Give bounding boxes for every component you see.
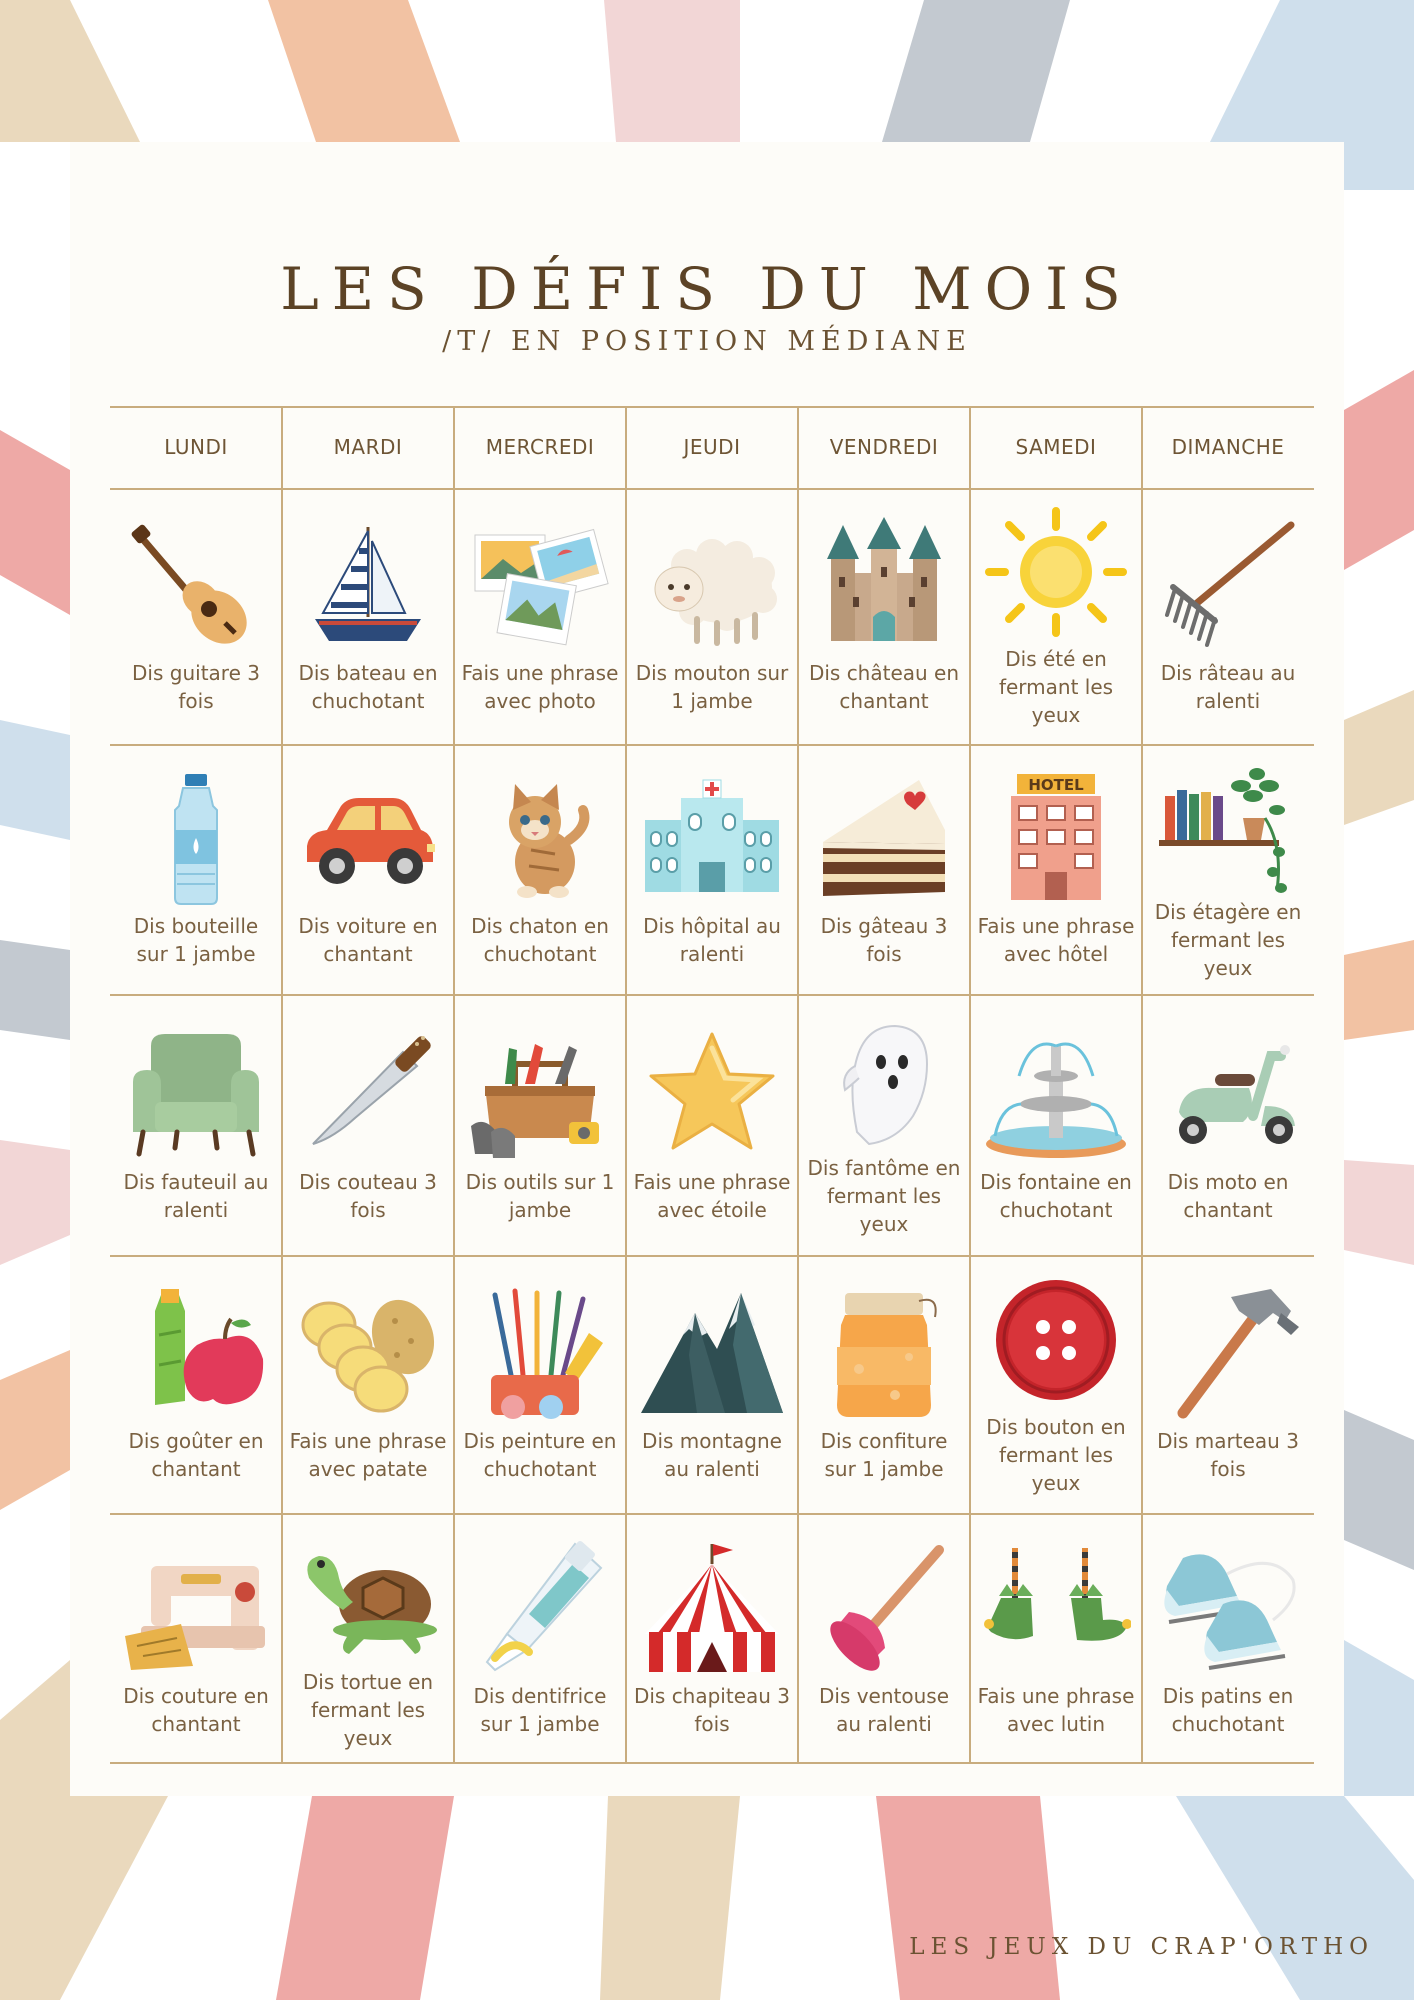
challenge-text: Fais une phrase avec hôtel — [977, 914, 1135, 966]
challenge-text: Dis fauteuil au ralenti — [123, 1169, 269, 1222]
day-header-samedi: SAMEDI — [1015, 435, 1097, 459]
challenge-text: Fais une phrase avec lutin — [977, 1683, 1135, 1736]
challenge-text: Dis bouteille sur 1 jambe — [133, 914, 259, 966]
challenge-cell — [454, 1257, 626, 1511]
sewing-machine-icon — [121, 1540, 271, 1678]
challenge-text: Dis couteau 3 fois — [299, 1169, 437, 1222]
challenge-text: Fais une phrase avec étoile — [633, 1169, 791, 1222]
challenge-cell — [454, 1515, 626, 1762]
challenge-cell — [1142, 996, 1314, 1253]
page-title: LES DÉFIS DU MOIS — [280, 255, 1134, 323]
challenge-text: Dis montagne au ralenti — [642, 1429, 782, 1481]
challenge-text: Dis couture en chantant — [123, 1683, 269, 1736]
challenge-text: Dis guitare 3 fois — [132, 661, 260, 713]
challenge-cell — [282, 1257, 454, 1511]
challenge-cell — [970, 1515, 1142, 1762]
photos-icon — [465, 517, 615, 655]
kitten-icon — [465, 770, 615, 908]
challenge-text: Dis hôpital au ralenti — [643, 914, 781, 966]
challenge-cell — [798, 1515, 970, 1762]
challenge-text: Dis bateau en chuchotant — [298, 661, 438, 713]
jam-jar-icon — [809, 1285, 959, 1423]
challenge-text: Dis voiture en chantant — [298, 914, 438, 966]
knife-icon — [293, 1026, 443, 1164]
turtle-icon — [293, 1526, 443, 1664]
challenge-cell — [626, 746, 798, 992]
challenge-text: Dis peinture en chuchotant — [463, 1429, 617, 1481]
hammer-icon — [1153, 1285, 1303, 1423]
hotel-sign-text: HOTEL — [1028, 776, 1084, 794]
challenge-cell — [110, 1257, 282, 1511]
rake-icon — [1153, 517, 1303, 655]
challenge-text: Dis gâteau 3 fois — [820, 914, 948, 966]
castle-icon — [809, 517, 959, 655]
challenge-text: Dis ventouse au ralenti — [818, 1683, 950, 1736]
toolbox-icon — [465, 1026, 615, 1164]
day-header-mercredi: MERCREDI — [485, 435, 595, 459]
mountain-icon — [637, 1285, 787, 1423]
challenge-cell — [110, 1515, 282, 1762]
challenge-cell — [798, 490, 970, 742]
bookshelf-icon — [1153, 756, 1303, 894]
challenge-text: Dis outils sur 1 jambe — [465, 1169, 615, 1222]
challenge-cell — [282, 996, 454, 1253]
challenge-cell — [282, 746, 454, 992]
challenge-cell — [626, 1515, 798, 1762]
circus-tent-icon — [637, 1540, 787, 1678]
challenge-text: Dis marteau 3 fois — [1157, 1429, 1299, 1481]
challenge-cell — [1142, 490, 1314, 742]
day-header-dimanche: DIMANCHE — [1171, 435, 1285, 459]
elf-boots-icon — [981, 1540, 1131, 1678]
challenge-text: Dis étagère en fermant les yeux — [1154, 900, 1302, 980]
challenge-text: Dis fontaine en chuchotant — [980, 1169, 1132, 1222]
challenge-cell — [282, 490, 454, 742]
button-icon — [981, 1271, 1131, 1409]
challenge-cell — [282, 1515, 454, 1762]
challenge-cell — [970, 746, 1142, 992]
fountain-icon — [981, 1026, 1131, 1164]
day-header-vendredi: VENDREDI — [829, 435, 939, 459]
paintbrushes-icon — [465, 1285, 615, 1423]
car-icon — [293, 770, 443, 908]
sheep-icon — [637, 517, 787, 655]
water-bottle-icon — [121, 770, 271, 908]
challenge-cell — [110, 996, 282, 1253]
potato-icon — [293, 1285, 443, 1423]
scooter-icon — [1153, 1026, 1303, 1164]
challenge-cell — [1142, 746, 1314, 992]
snack-icon — [121, 1285, 271, 1423]
challenge-cell — [798, 1257, 970, 1511]
challenge-cell — [454, 746, 626, 992]
challenge-cell — [798, 746, 970, 992]
challenge-text: Dis râteau au ralenti — [1160, 661, 1296, 713]
challenge-cell — [970, 490, 1142, 742]
challenge-cell — [626, 1257, 798, 1511]
star-icon — [637, 1026, 787, 1164]
challenge-cell — [970, 996, 1142, 1253]
challenge-text: Dis moto en chantant — [1167, 1169, 1289, 1222]
day-header-lundi: LUNDI — [164, 435, 228, 459]
challenge-text: Fais une phrase avec patate — [289, 1429, 447, 1481]
day-header-mardi: MARDI — [333, 435, 403, 459]
challenge-text: Dis confiture sur 1 jambe — [820, 1429, 948, 1481]
challenge-cell — [626, 996, 798, 1253]
challenge-cell — [454, 490, 626, 742]
sailboat-icon — [293, 517, 443, 655]
challenge-text: Dis été en fermant les yeux — [998, 647, 1114, 727]
challenge-text: Dis bouton en fermant les yeux — [986, 1415, 1126, 1495]
challenge-cell — [1142, 1515, 1314, 1762]
armchair-icon — [121, 1026, 271, 1164]
challenge-text: Dis chaton en chuchotant — [471, 914, 609, 966]
challenge-cell — [454, 996, 626, 1253]
cake-icon — [809, 770, 959, 908]
challenge-text: Dis mouton sur 1 jambe — [635, 661, 789, 713]
challenge-text: Dis patins en chuchotant — [1162, 1683, 1294, 1736]
challenge-cell — [626, 490, 798, 742]
challenge-cell — [1142, 1257, 1314, 1511]
challenge-cell — [798, 996, 970, 1253]
challenge-cell — [970, 1257, 1142, 1511]
challenge-text: Dis chapiteau 3 fois — [633, 1683, 791, 1736]
ice-skates-icon — [1153, 1540, 1303, 1678]
challenge-cell — [110, 490, 282, 742]
plunger-icon — [809, 1540, 959, 1678]
footer-brand: LES JEUX DU CRAP'ORTHO — [909, 1934, 1374, 1960]
challenge-text: Fais une phrase avec photo — [461, 661, 619, 713]
challenge-text: Dis fantôme en fermant les yeux — [807, 1155, 961, 1236]
ghost-icon — [809, 1012, 959, 1150]
guitar-icon — [121, 517, 271, 655]
challenge-text: Dis tortue en fermant les yeux — [302, 1669, 434, 1750]
hospital-icon — [637, 770, 787, 908]
grid-row-line — [110, 1762, 1314, 1764]
challenge-text: Dis château en chantant — [808, 661, 960, 713]
hotel-icon — [981, 770, 1131, 908]
page-subtitle: /T/ EN POSITION MÉDIANE — [442, 326, 972, 357]
challenge-text: Dis goûter en chantant — [128, 1429, 264, 1481]
challenge-cell — [110, 746, 282, 992]
toothpaste-icon — [465, 1540, 615, 1678]
challenge-calendar-grid — [110, 406, 1314, 1764]
sun-icon — [981, 503, 1131, 641]
challenge-text: Dis dentifrice sur 1 jambe — [473, 1683, 607, 1736]
day-header-jeudi: JEUDI — [683, 435, 741, 459]
